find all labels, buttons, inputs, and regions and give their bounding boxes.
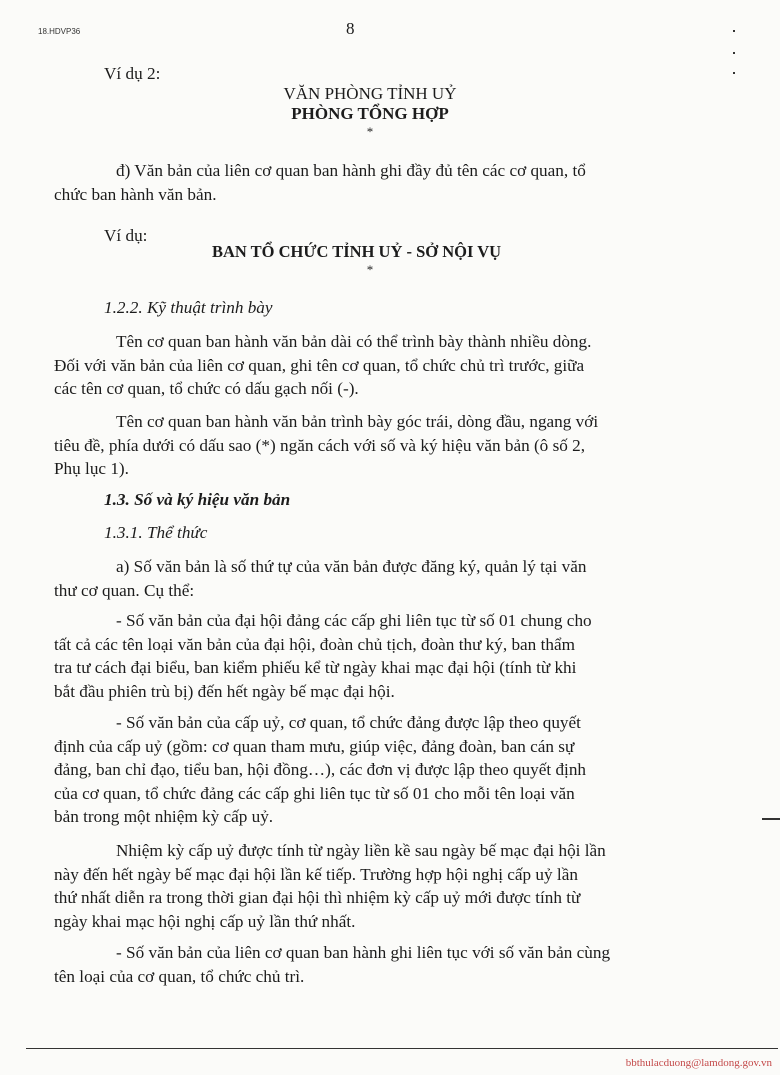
text-line: - Số văn bản của liên cơ quan ban hành ghi liên tục với số văn bản cùng: [116, 943, 611, 962]
org-name-line2: PHÒNG TỔNG HỢP: [291, 104, 449, 123]
paragraph: [54, 410, 664, 481]
text-line: đảng, ban chỉ đạo, tiểu ban, hội đồng…), các đơn vị được lập theo quyết định: [54, 760, 587, 779]
text-line: này đến hết ngày bế mạc đại hội lần kế tiếp. Trường hợp hội nghị cấp uỷ lần: [54, 864, 578, 884]
section-heading: 1.3. Số và ký hiệu văn bản: [104, 490, 291, 509]
paragraph-a: [54, 555, 664, 602]
bullet-paragraph: [54, 711, 664, 829]
text-line: Nhiệm kỳ cấp uỷ được tính từ ngày liền kề sau ngày bế mạc đại hội lần: [116, 841, 606, 860]
document-code: 18.HDVP36: [38, 27, 81, 36]
scan-mark: [733, 72, 735, 74]
text-line: ngày khai mạc hội nghị cấp uỷ lần thứ nhất.: [54, 911, 356, 931]
text-line: các tên cơ quan, tổ chức có dấu gạch nối (-).: [54, 379, 359, 398]
text-line: tên loại của cơ quan, tổ chức chủ trì.: [54, 966, 305, 986]
scan-mark: [733, 30, 735, 32]
separator-star: *: [366, 262, 374, 277]
text-line: - Số văn bản của đại hội đảng các cấp ghi liên tục từ số 01 chung cho: [116, 611, 592, 630]
text-line: đ) Văn bản của liên cơ quan ban hành ghi đầy đủ tên các cơ quan, tổ: [116, 161, 586, 180]
page-number: 8: [346, 19, 355, 38]
joint-org-name: BAN TỔ CHỨC TỈNH UỶ - SỞ NỘI VỤ: [212, 242, 502, 261]
text-line: tiêu đề, phía dưới có dấu sao (*) ngăn cách với số và ký hiệu văn bản (ô số 2,: [54, 435, 586, 455]
subsection-heading: 1.3.1. Thể thức: [104, 523, 208, 542]
text-line: bản trong một nhiệm kỳ cấp uỷ.: [54, 807, 274, 826]
text-line: tất cả các tên loại văn bản của đại hội, đoàn chủ tịch, đoàn thư ký, ban thẩm: [54, 634, 575, 654]
text-line: Phụ lục 1).: [54, 459, 129, 478]
paragraph: [54, 330, 664, 401]
margin-mark: [762, 818, 780, 820]
bullet-paragraph: [54, 941, 664, 988]
email-watermark: bbthulacduong@lamdong.gov.vn: [625, 1057, 772, 1069]
text-line: a) Số văn bản là số thứ tự của văn bản được đăng ký, quản lý tại văn: [116, 557, 587, 576]
text-line: tra tư cách đại biểu, ban kiểm phiếu kể từ ngày khai mạc đại hội (tính từ khi: [54, 658, 577, 677]
text-line: Đối với văn bản của liên cơ quan, ghi tên cơ quan, tổ chức chủ trì trước, giữa: [54, 355, 585, 375]
text-line: thư cơ quan. Cụ thể:: [54, 580, 195, 600]
paragraph-d: [54, 159, 664, 206]
bullet-paragraph: [54, 609, 664, 703]
scan-mark: [733, 52, 735, 54]
example-label: Ví dụ 2:: [104, 64, 161, 83]
text-line: định của cấp uỷ (gồm: cơ quan tham mưu, giúp việc, đảng đoàn, ban cán sự: [54, 736, 575, 756]
text-line: Tên cơ quan ban hành văn bản dài có thể trình bày thành nhiều dòng.: [116, 332, 592, 351]
text-line: của cơ quan, tổ chức đảng các cấp ghi liên tục từ số 01 cho mỗi tên loại văn: [54, 783, 575, 803]
text-line: chức ban hành văn bản.: [54, 184, 217, 204]
separator-star: *: [366, 124, 374, 139]
paragraph-term: [54, 839, 664, 933]
section-heading: 1.2.2. Kỹ thuật trình bày: [104, 298, 273, 317]
example-label: Ví dụ:: [104, 226, 148, 245]
text-line: - Số văn bản của cấp uỷ, cơ quan, tổ chức đảng được lập theo quyết: [116, 713, 581, 732]
footer-rule: [26, 1048, 778, 1049]
text-line: bắt đầu phiên trù bị) đến hết ngày bế mạc đại hội.: [54, 681, 395, 701]
text-line: thứ nhất diễn ra trong thời gian đại hội thì nhiệm kỳ cấp uỷ mới được tính từ: [54, 888, 581, 907]
text-line: Tên cơ quan ban hành văn bản trình bày góc trái, dòng đầu, ngang với: [116, 412, 599, 431]
org-name-line1: VĂN PHÒNG TỈNH UỶ: [283, 84, 457, 103]
